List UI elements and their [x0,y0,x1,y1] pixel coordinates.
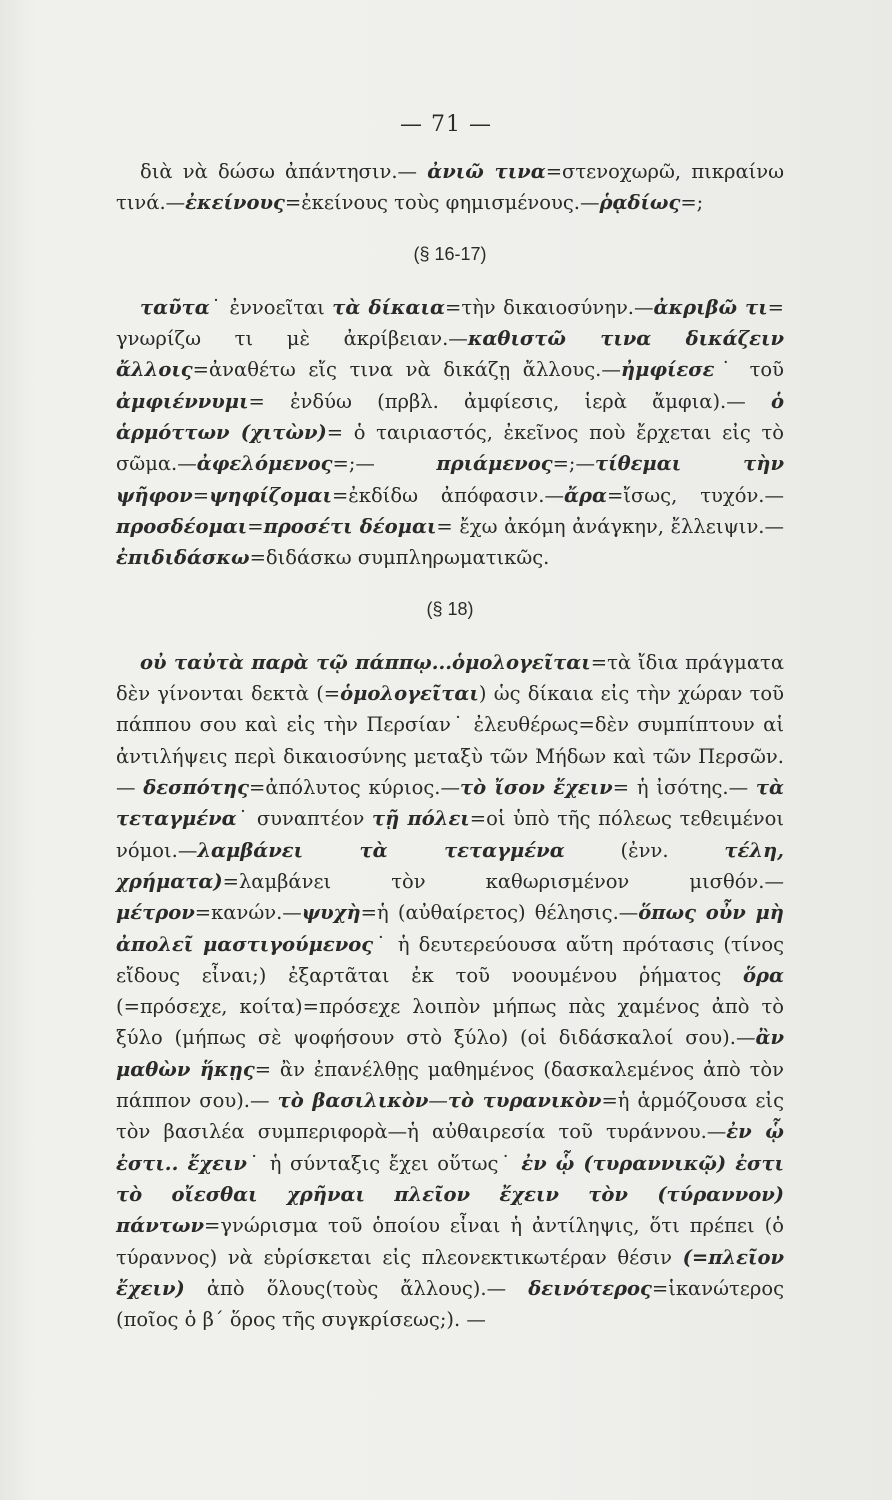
paragraph-1 [116,156,784,219]
text-run: ˙ ἐννοεῖται [209,295,333,319]
text-run: =τὴν δικαιοσύνην.— [444,295,654,319]
text-run: = ἐνδύω (πρβλ. ἀμφίεσις, ἱερὰ ἄμφια).— [248,389,771,413]
term: ἀκριβῶ τι [653,295,768,319]
text-run: =κανών.— [194,901,302,925]
term: πριάμενος [436,452,553,476]
term: δεινότερος [528,1276,652,1300]
term: τέλη, χρήματα) [116,838,784,893]
page-number: — 71 — [400,112,492,137]
text-run: =;— [552,452,596,476]
term: ἂν μαθὼν ἥκῃς [116,1026,784,1081]
term: τῇ πόλει [371,807,470,831]
text-run: = ἂν ἐπανέλθῃς μαθημένος (δασκαλεμένος ἀπὸ τὸν πάππον σου).— [116,1057,785,1113]
term: ὁ ἁρμόττων (χιτὼν) [116,389,784,445]
term: ἄρα [563,483,607,507]
term: ὅπως οὖν μὴ ἀπολεῖ μαστιγούμενος [116,901,784,956]
text-run: = ἔχω ἀκόμη ἀνάγκην, ἔλλειψιν.— [436,514,784,538]
term: καθιστῶ τινα δικάζειν ἄλλοις [116,327,785,382]
section-heading-16-17: (§ 16-17) [413,243,487,264]
term: τὸ τυρανικὸν [447,1089,602,1113]
term: τὸ ἴσον ἔχειν [460,776,613,800]
term: προσδέομαι [116,514,248,538]
text-run: ˙ τοῦ [714,358,784,382]
text-run: = γνωρίζω τι μὲ ἀκρίβειαν.— [116,295,784,351]
term: δεσπότης [143,776,249,800]
text-run: =ἱκανώτερος (ποῖος ὁ β΄ ὅρος τῆς συγκρίσεως;). — [116,1276,784,1332]
text-run: =τὰ ἴδια πράγματα δὲν γίνονται δεκτὰ (= [116,650,784,706]
text-run: =λαμβάνει τὸν καθωρισμένον μισθόν.— [222,869,784,893]
term: ἀμφιέννυμι [116,389,249,413]
paragraph-2 [116,292,784,574]
text-run: = ὁ ταιριαστός, ἐκεῖνος ποὺ ἔρχεται εἰς τὸ σῶμα.— [116,421,785,476]
term: προσέτι δέομαι [263,514,437,538]
term: τίθεμαι τὴν ψῆφον [116,452,785,507]
text-run: =ἀπόλυτος κύριος.— [248,776,460,800]
text-run: (ἐνν. [564,838,725,862]
text-run: — [428,1089,448,1113]
text-run: =ἐκδίδω ἀπόφασιν.— [331,483,564,507]
text-run: διὰ νὰ δώσω ἀπάντησιν.— [140,160,428,183]
term: τὰ τεταγμένα [116,776,784,831]
text-run: =οἱ ὑπὸ τῆς πόλεως τεθειμένοι νόμοι.— [116,807,784,862]
text-run: =στενοχωρῶ, πικραίνω τινά.— [116,160,785,215]
text-run: (=πρόσεχε, κοίτα)=πρόσεχε λοιπὸν μήπως πὰς χαμένος ἀπὸ τὸ ξύλο (μήπως σὲ ψοφήσουν στὸ ξύλο) (οἱ διδάσκαλοί σου).— [116,995,784,1050]
term: ἐν ᾧ ἐστι.. ἔχειν [116,1120,784,1175]
term: μέτρον [116,901,195,925]
term: τὸ βασιλικὸν [277,1089,429,1113]
text-run: ˙ ἡ δευτερεύουσα αὕτη πρότασις (τίνος εἴδους εἶναι;) ἐξαρτᾶται ἐκ τοῦ νοουμένου ῥήματος [116,932,784,987]
text-run: =ἴσως, τυχόν.— [606,483,784,507]
text-run: ˙ συναπτέον [236,807,372,831]
text-run: =γνώρισμα τοῦ ὁποίου εἶναι ἡ ἀντίληψις, ὅτι πρέπει (ὁ τύραννος) νὰ εὑρίσκεται εἰς πλεονεκτικωτέραν θέσιν [116,1214,784,1269]
term: οὐ ταὐτὰ παρὰ τῷ πάππῳ...ὁμολογεῖται [140,650,591,674]
term: ἀφελόμενος [196,452,333,476]
text-run: ˙ ἡ σύνταξις ἔχει οὕτως˙ [246,1151,522,1175]
text-run: =ἡ (αὐθαίρετος) θέλησις.— [360,901,639,925]
term: ὁμολογεῖται [340,682,479,706]
text-run: =;— [332,452,437,476]
term: τὰ δίκαια [332,295,445,319]
text-run: ) ὡς δίκαια εἰς τὴν χώραν τοῦ πάππου σου καὶ εἰς τὴν Περσίαν˙ ἐλευθέρως=δὲν συμπίπτουν αἱ ἀντιλήψεις περὶ δικαιοσύνης μεταξὺ τῶν Μήδων καὶ τῶν Περσῶν.— [116,682,784,800]
text-run: = [247,514,264,538]
term: ἀνιῶ τινα [427,160,546,183]
text-run: = ἡ ἰσότης.— [612,776,756,800]
term: ὅρα [743,963,784,987]
term: ἠμφίεσε [620,358,715,382]
text-run: =ἀναθέτω εἴς τινα νὰ δικάζῃ ἄλλους.— [192,358,621,382]
term: ἐκείνους [185,191,285,215]
text-run: =ἡ ἁρμόζουσα εἰς τὸν βασιλέα συμπεριφορὰ—ἡ αὐθαιρεσία τοῦ τυράννου.— [116,1089,784,1144]
term: ῥᾳδίως [599,191,681,215]
text-run: =ἐκείνους τοὺς φημισμένους.— [284,191,600,215]
text-run: = [192,483,210,507]
paragraph-3 [116,647,784,1336]
term: ταῦτα [140,295,210,319]
term: ψυχὴ [301,901,361,925]
page-text [116,156,784,1335]
section-heading-18: (§ 18) [426,598,474,619]
term: ἐν ᾧ (τυραννικῷ) ἐστι τὸ οἴεσθαι χρῆναι πλεῖον ἔχειν τὸν (τύραννον) πάντων [116,1151,784,1238]
term: ψηφίζομαι [209,483,332,507]
text-run: ἀπὸ ὅλους(τοὺς ἄλλους).— [184,1276,529,1300]
term: (=πλεῖον ἔχειν) [116,1245,784,1300]
term: ἐπιδιδάσκω [116,546,250,570]
text-run: =διδάσκω συμπληρωματικῶς. [249,546,550,570]
text-run: =; [680,191,704,215]
term: λαμβάνει τὰ τεταγμένα [197,838,565,862]
